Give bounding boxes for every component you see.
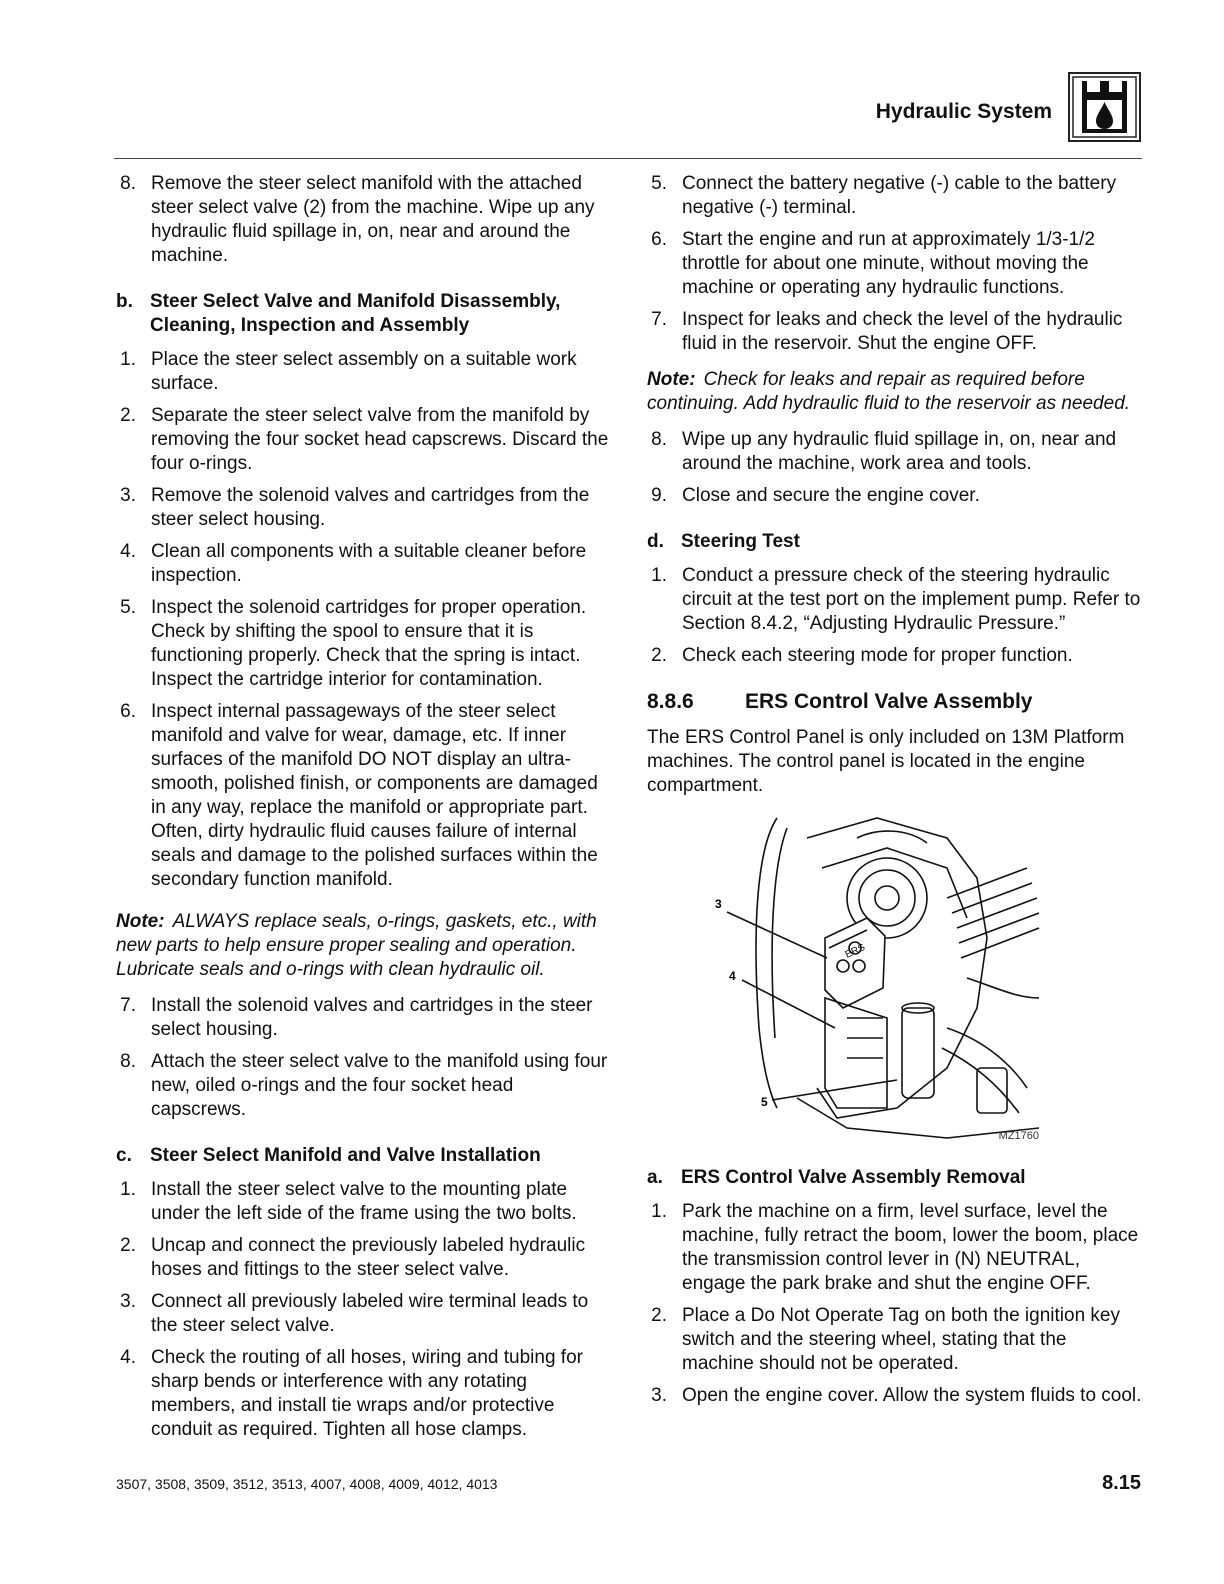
list-item <box>647 564 1143 636</box>
subsection-letter: a. <box>647 1167 663 1188</box>
list-item <box>116 348 610 396</box>
engine-compartment-illustration <box>647 808 1043 1152</box>
page-number: 8.15 <box>1102 1472 1141 1494</box>
item-text: Check each steering mode for proper function. <box>682 645 1073 666</box>
item-text: Install the solenoid valves and cartridges in the steer select housing. <box>151 995 593 1040</box>
item-number: 2. <box>120 1235 136 1256</box>
list-item <box>116 1178 610 1226</box>
subsection-title: Steer Select Manifold and Valve Installation <box>150 1145 541 1166</box>
item-number: 1. <box>651 565 667 586</box>
ers-control-panel-figure <box>647 808 1043 1152</box>
item-number: 2. <box>651 645 667 666</box>
right-column <box>647 172 1143 1416</box>
header-divider <box>114 158 1142 159</box>
subsection-heading-c <box>116 1144 610 1168</box>
section-title: ERS Control Valve Assembly <box>745 690 1033 713</box>
note-text: ALWAYS replace seals, o-rings, gaskets, etc., with new parts to help ensure proper sealing and operation. Lubricate seals and o-rings with clean hydraulic oil. <box>116 911 597 980</box>
item-number: 5. <box>651 173 667 194</box>
section-number: 8.8.6 <box>647 690 694 713</box>
item-text: Place the steer select assembly on a suitable work surface. <box>151 349 577 394</box>
callout-3: 3 <box>715 897 722 911</box>
note-text: Check for leaks and repair as required before continuing. Add hydraulic fluid to the reservoir as needed. <box>647 369 1131 414</box>
item-text: Inspect internal passageways of the steer select manifold and valve for wear, damage, etc. If inner surfaces of the manifold DO NOT display an ultra-smooth, polished finish, or components are damaged in any way, replace the manifold or appropriate part. Often, dirty hydraulic fluid causes failure of internal seals and damage to the polished surfaces within the secondary function manifold. <box>151 701 598 890</box>
left-column <box>116 172 610 1450</box>
list-item <box>116 540 610 588</box>
item-number: 6. <box>120 701 136 722</box>
item-text: Install the steer select valve to the mounting plate under the left side of the frame using the two bolts. <box>151 1179 577 1224</box>
list-item <box>647 1200 1143 1296</box>
item-number: 8. <box>651 429 667 450</box>
list-item <box>647 172 1143 220</box>
item-text: Remove the solenoid valves and cartridges from the steer select housing. <box>151 485 590 530</box>
callout-4: 4 <box>729 969 736 983</box>
subsection-title: Steer Select Valve and Manifold Disassembly, Cleaning, Inspection and Assembly <box>150 291 561 336</box>
item-number: 7. <box>651 309 667 330</box>
item-text: Inspect for leaks and check the level of the hydraulic fluid in the reservoir. Shut the engine OFF. <box>682 309 1123 354</box>
item-number: 3. <box>651 1385 667 1406</box>
item-text: Attach the steer select valve to the manifold using four new, oiled o-rings and the four socket head capscrews. <box>151 1051 608 1120</box>
list-item <box>116 404 610 476</box>
item-number: 8. <box>120 173 136 194</box>
list-item <box>116 700 610 892</box>
list-item <box>116 484 610 532</box>
item-number: 4. <box>120 1347 136 1368</box>
item-number: 2. <box>651 1305 667 1326</box>
item-text: Connect the battery negative (-) cable to the battery negative (-) terminal. <box>682 173 1117 218</box>
subsection-heading-a <box>647 1166 1143 1190</box>
list-item <box>647 644 1143 668</box>
list-item <box>647 428 1143 476</box>
section-intro: The ERS Control Panel is only included on 13M Platform machines. The control panel is located in the engine compartment. <box>647 727 1125 796</box>
item-number: 1. <box>651 1201 667 1222</box>
item-text: Open the engine cover. Allow the system fluids to cool. <box>682 1385 1142 1406</box>
list-item <box>116 994 610 1042</box>
list-item <box>116 1050 610 1122</box>
subsection-title: ERS Control Valve Assembly Removal <box>681 1167 1026 1188</box>
list-item <box>116 1346 610 1442</box>
item-number: 3. <box>120 1291 136 1312</box>
list-item <box>116 1234 610 1282</box>
figure-id: MZ1760 <box>998 1130 1039 1142</box>
note <box>647 368 1143 416</box>
page-section-title: Hydraulic System <box>875 100 1052 123</box>
item-text: Place a Do Not Operate Tag on both the ignition key switch and the steering wheel, stating that the machine should not be operated. <box>682 1305 1120 1374</box>
subsection-letter: b. <box>116 291 133 312</box>
item-number: 3. <box>120 485 136 506</box>
hydraulic-cylinder-icon <box>1068 72 1141 142</box>
note-label: Note: <box>647 369 696 390</box>
item-number: 9. <box>651 485 667 506</box>
item-text: Uncap and connect the previously labeled hydraulic hoses and fittings to the steer select valve. <box>151 1235 586 1280</box>
item-number: 4. <box>120 541 136 562</box>
section-heading-8-8-6 <box>647 690 1143 714</box>
item-number: 7. <box>120 995 136 1016</box>
subsection-heading-d <box>647 530 1143 554</box>
item-number: 6. <box>651 229 667 250</box>
item-number: 5. <box>120 597 136 618</box>
list-item <box>647 228 1143 300</box>
item-text: Conduct a pressure check of the steering hydraulic circuit at the test port on the implement pump. Refer to Section 8.4.2, “Adjusting Hydraulic Pressure.” <box>682 565 1141 634</box>
list-item <box>647 1304 1143 1376</box>
note-label: Note: <box>116 911 165 932</box>
list-item <box>116 596 610 692</box>
item-text: Check the routing of all hoses, wiring and tubing for sharp bends or interference with any rotating members, and install tie wraps and/or protective conduit as required. Tighten all hose clamps. <box>151 1347 583 1440</box>
list-item <box>647 1384 1143 1408</box>
callout-5: 5 <box>761 1095 768 1109</box>
note <box>116 910 610 982</box>
item-text: Close and secure the engine cover. <box>682 485 980 506</box>
item-number: 1. <box>120 1179 136 1200</box>
item-text: Inspect the solenoid cartridges for proper operation. Check by shifting the spool to ensure that it is functioning properly. Check that the spring is intact. Inspect the cartridge interior for contamination. <box>151 597 587 690</box>
item-text: Connect all previously labeled wire terminal leads to the steer select valve. <box>151 1291 589 1336</box>
item-text: Park the machine on a firm, level surface, level the machine, fully retract the boom, lower the boom, place the transmission control lever in (N) NEUTRAL, engage the park brake and shut the engine OFF. <box>682 1201 1139 1294</box>
item-number: 2. <box>120 405 136 426</box>
item-text: Start the engine and run at approximately 1/3-1/2 throttle for about one minute, without moving the machine or operating any hydraulic functions. <box>682 229 1095 298</box>
list-item <box>647 484 1143 508</box>
subsection-letter: c. <box>116 1145 132 1166</box>
list-item <box>116 172 610 268</box>
list-item <box>647 308 1143 356</box>
item-text: Wipe up any hydraulic fluid spillage in, on, near and around the machine, work area and tools. <box>682 429 1117 474</box>
list-item <box>116 1290 610 1338</box>
subsection-heading-b <box>116 290 610 338</box>
item-text-inner: Remove the steer select manifold with the attached steer select valve (2) from the machine. Wipe up any hydraulic fluid spillage in, on, near and around the machine. <box>151 173 595 266</box>
item-text: Separate the steer select valve from the manifold by removing the four socket head capscrews. Discard the four o-rings. <box>151 405 609 474</box>
item-number: 1. <box>120 349 136 370</box>
item-text <box>151 172 610 268</box>
item-number: 8. <box>120 1051 136 1072</box>
footer-model-list: 3507, 3508, 3509, 3512, 3513, 4007, 4008, 4009, 4012, 4013 <box>116 1476 498 1492</box>
item-text: Clean all components with a suitable cleaner before inspection. <box>151 541 587 586</box>
subsection-letter: d. <box>647 531 664 552</box>
subsection-title: Steering Test <box>681 531 800 552</box>
panel-label: ERS <box>843 942 867 961</box>
